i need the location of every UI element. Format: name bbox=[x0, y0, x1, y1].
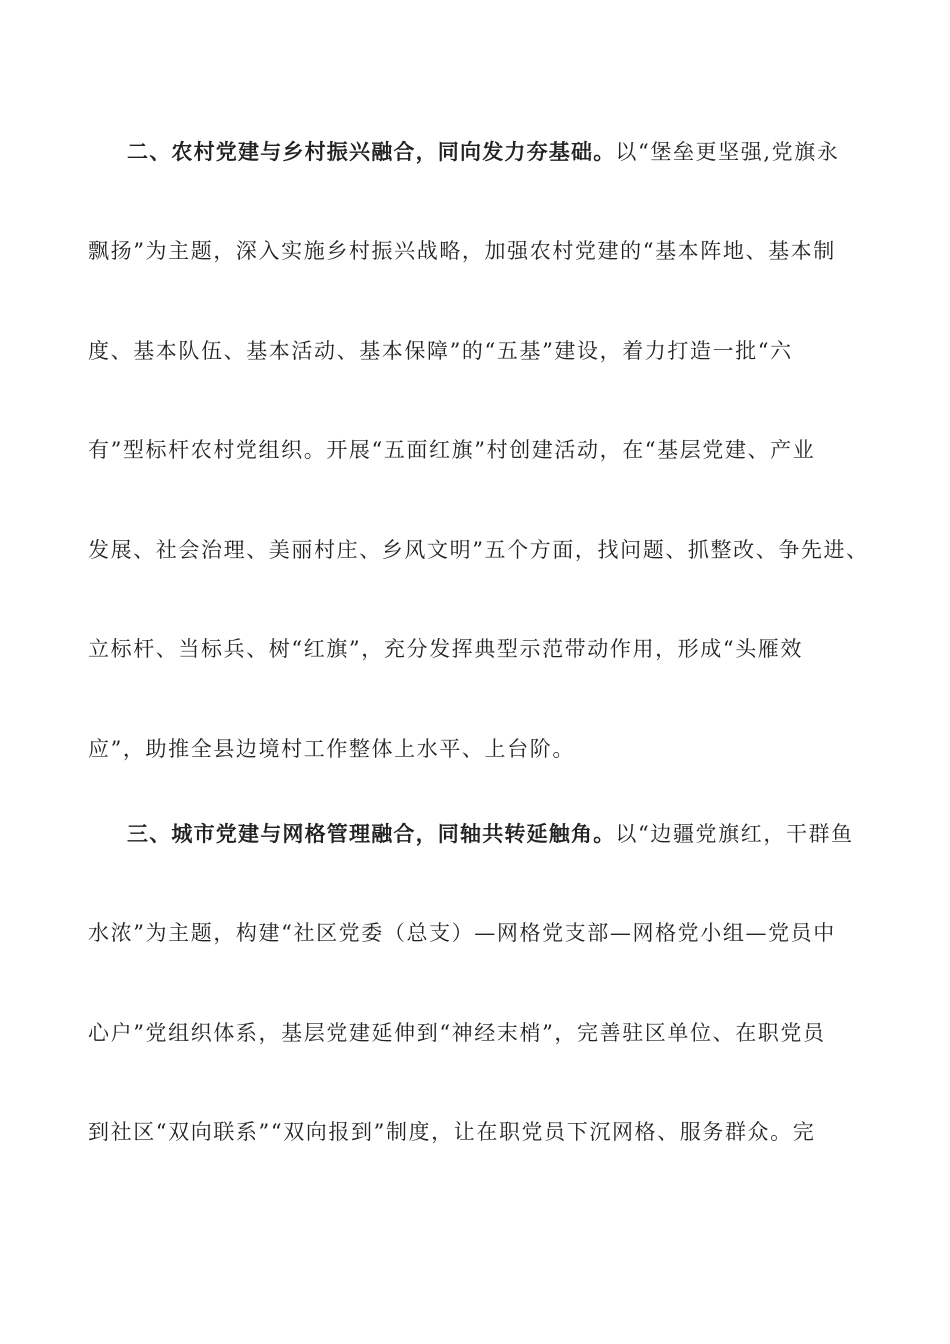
section3-heading: 三、城市党建与网格管理融合，同轴共转延触角。 bbox=[127, 821, 616, 846]
section2-heading: 二、农村党建与乡村振兴融合，同向发力夯基础。 bbox=[127, 139, 616, 164]
section3-line: 心户”党组织体系，基层党建延伸到“神经末梢”，完善驻区单位、在职党员 bbox=[88, 1021, 826, 1045]
section3-line: 到社区“双向联系”“双向报到”制度，让在职党员下沉网格、服务群众。完 bbox=[88, 1120, 816, 1144]
section2-line: 有”型标杆农村党组织。开展“五面红旗”村创建活动，在“基层党建、产业 bbox=[88, 438, 816, 462]
section3-first-line-text: 以“边疆党旗红，干群鱼 bbox=[615, 822, 854, 846]
section2-line: 飘扬”为主题，深入实施乡村振兴战略，加强农村党建的“基本阵地、基本制 bbox=[88, 239, 836, 263]
section2-line: 发展、社会治理、美丽村庄、乡风文明”五个方面，找问题、抓整改、争先进、 bbox=[88, 538, 869, 562]
section2-line: 应”，助推全县边境村工作整体上水平、上台阶。 bbox=[88, 737, 575, 761]
section2-line: 立标杆、当标兵、树“红旗”，充分发挥典型示范带动作用，形成“头雁效 bbox=[88, 637, 804, 661]
section2-first-line-text: 以“堡垒更坚强,党旗永 bbox=[615, 140, 840, 164]
section2-line: 度、基本队伍、基本活动、基本保障”的“五基”建设，着力打造一批“六 bbox=[88, 339, 793, 363]
section3-first-line bbox=[127, 819, 878, 849]
section2-first-line bbox=[127, 137, 878, 167]
section3-line: 水浓”为主题，构建“社区党委（总支）—网格党支部—网格党小组—党员中 bbox=[88, 921, 836, 945]
